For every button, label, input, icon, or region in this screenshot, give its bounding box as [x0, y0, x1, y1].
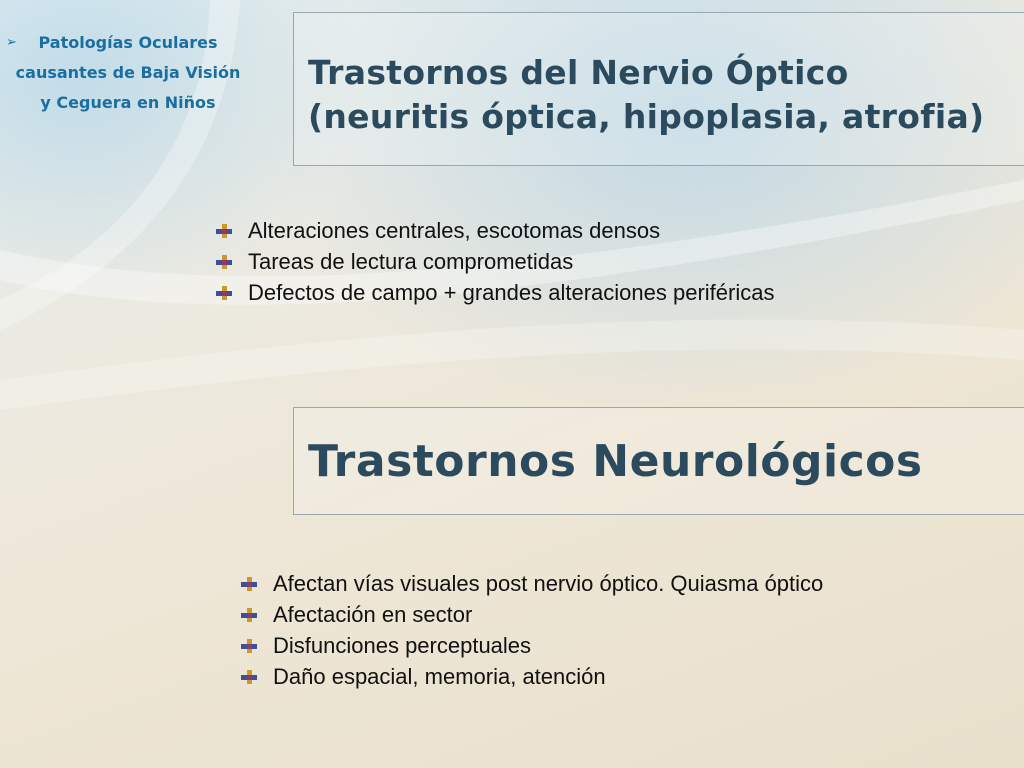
- list-item: [241, 661, 823, 692]
- bullet-icon: [241, 577, 257, 591]
- bullet-text: Alteraciones centrales, escotomas densos: [248, 218, 661, 243]
- subtitle-line-2: causantes de Baja Visión: [15, 63, 241, 82]
- list-item: [241, 630, 823, 661]
- bullet-icon: [216, 224, 232, 238]
- bullet-text: Disfunciones perceptuales: [273, 633, 532, 658]
- list-item: [216, 277, 774, 308]
- bullet-icon: [241, 639, 257, 653]
- list-item: [216, 215, 774, 246]
- title-line-1: Trastornos del Nervio Óptico: [308, 53, 849, 92]
- bullet-text: Tareas de lectura comprometidas: [248, 249, 574, 274]
- title-line-2: (neuritis óptica, hipoplasia, atrofia): [308, 97, 985, 136]
- section-title-box-neurological: [293, 407, 1024, 515]
- presentation-subtitle: [8, 28, 248, 118]
- bullet-text: Afectación en sector: [273, 602, 473, 627]
- section-title-box-optic-nerve: [293, 12, 1024, 166]
- subtitle-line-3: y Ceguera en Niños: [40, 93, 216, 112]
- arrow-right-icon: ➢: [6, 35, 17, 50]
- bullet-text: Afectan vías visuales post nervio óptico. Quiasma óptico: [273, 571, 824, 596]
- bullet-text: Defectos de campo + grandes alteraciones periféricas: [248, 280, 775, 305]
- list-item: [216, 246, 774, 277]
- bullet-icon: [216, 255, 232, 269]
- neurological-bullet-list: [241, 568, 823, 692]
- subtitle-line-1: Patologías Oculares: [38, 33, 218, 52]
- bullet-icon: [216, 286, 232, 300]
- bullet-icon: [241, 670, 257, 684]
- list-item: [241, 568, 823, 599]
- list-item: [241, 599, 823, 630]
- section-title-neurological: Trastornos Neurológicos: [308, 436, 923, 487]
- bullet-text: Daño espacial, memoria, atención: [273, 664, 606, 689]
- optic-nerve-bullet-list: [216, 215, 774, 308]
- section-title-optic-nerve: [308, 51, 984, 139]
- bullet-icon: [241, 608, 257, 622]
